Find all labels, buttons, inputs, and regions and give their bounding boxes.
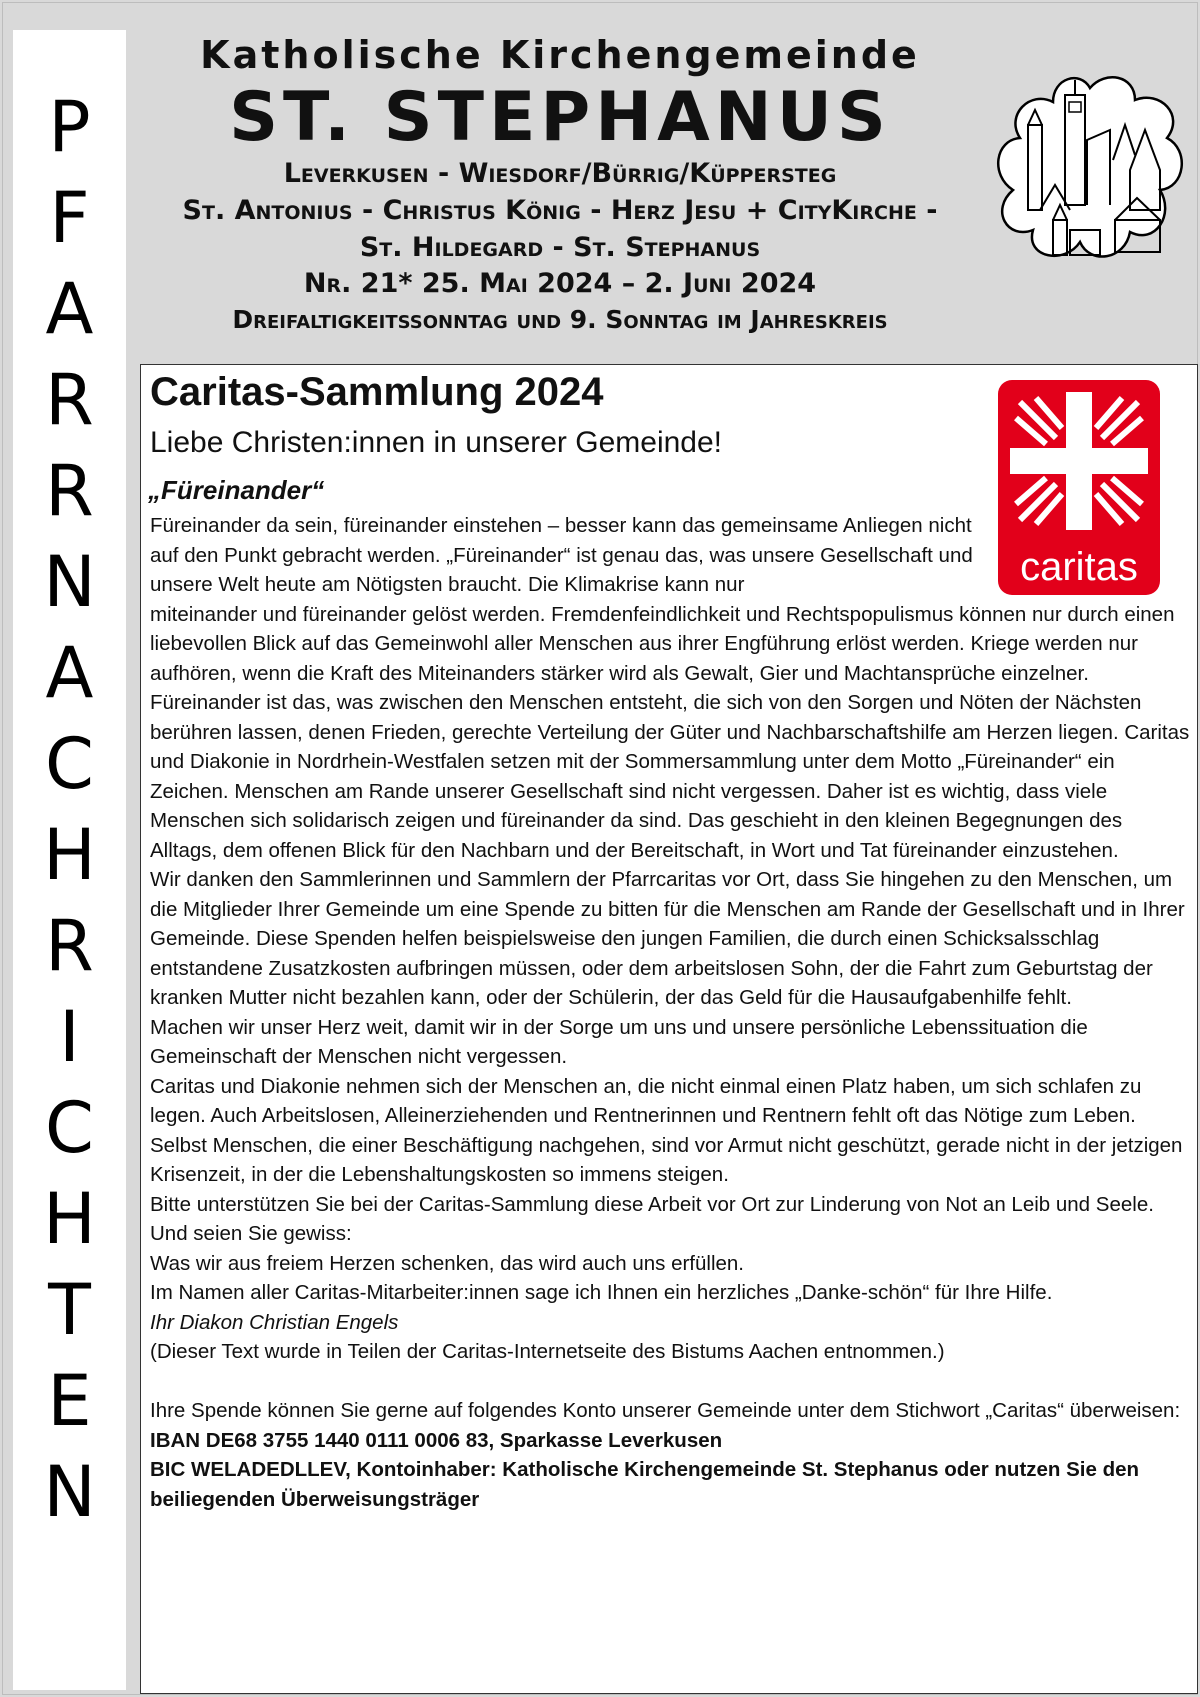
article-subtitle: Liebe Christen:innen in unserer Gemeinde! xyxy=(150,426,723,459)
spacer xyxy=(150,1367,1190,1397)
paragraph-7: Was wir aus freiem Herzen schenken, das wird auch uns erfüllen. xyxy=(150,1251,744,1275)
side-title-letter: R xyxy=(45,905,94,987)
paragraph-1a: Füreinander da sein, füreinander einstehen – besser kann das gemeinsame Anliegen nicht auf den Punkt gebracht werden. „Füreinander“ ist genau das, was unsere Gesellschaft und unsere Welt heute am Nötigsten braucht. Die Klimakrise kann nur xyxy=(150,514,973,596)
side-title-letter: C xyxy=(45,723,94,805)
parish-location-line: Leverkusen - Wiesdorf/Bürrig/Küppersteg xyxy=(283,158,837,189)
side-title-letter: A xyxy=(45,268,94,350)
donation-intro: Ihre Spende können Sie gerne auf folgendes Konto unserer Gemeinde unter dem Stichwort „Caritas“ überweisen: xyxy=(150,1399,1181,1422)
paragraph-5: Caritas und Diakonie nehmen sich der Menschen an, die nicht einmal einen Platz haben, um sich schlafen zu legen. Auch Arbeitslosen, Alleinerziehenden und Rentnerinnen und Rentnern fehlt oft das Nötige zum Leben. Selbst Menschen, die einer Beschäftigung nachgehen, sind vor Armut nicht geschützt, gerade nicht in der jetzigen Krisenzeit, in der die Lebenshaltungskosten so immens steigen. xyxy=(150,1074,1183,1186)
side-title-letter: T xyxy=(48,1269,91,1351)
iban-line: IBAN DE68 3755 1440 0111 0006 83, Sparkasse Leverkusen xyxy=(150,1428,723,1452)
side-title-letter: H xyxy=(43,1178,96,1260)
article-box xyxy=(140,364,1198,1694)
side-title-letter: E xyxy=(47,1360,92,1442)
parish-churches-line-2: St. Hildegard - St. Stephanus xyxy=(359,232,761,263)
article-body xyxy=(150,511,1190,1514)
parish-main-title: ST. STEPHANUS xyxy=(229,78,891,157)
header xyxy=(130,0,1200,364)
signature: Ihr Diakon Christian Engels xyxy=(150,1310,399,1334)
issue-number: Nr. 21* 25. Mai 2024 – 2. Juni 2024 xyxy=(303,268,817,299)
bic-line: BIC WELADEDLLEV, Kontoinhaber: Katholische Kirchengemeinde St. Stephanus oder nutzen Sie den beiliegenden Überweisungsträger xyxy=(150,1458,1140,1511)
parish-churches-line: St. Antonius - Christus König - Herz Jesu + CityKirche - xyxy=(182,195,938,226)
side-title-letter: I xyxy=(59,996,80,1078)
paragraph-2: Füreinander ist das, was zwischen den Menschen entsteht, die sich von den Sorgen und Nöten der Nächsten berühren lassen, denen Frieden, gerechte Verteilung der Güter und Nachbarschaftshilfe am Herzen liegen. Caritas und Diakonie in Nordrhein-Westfalen setzen mit der Sommersammlung unter dem Motto „Füreinander“ ein Zeichen. Menschen am Rande unserer Gesellschaft sind nicht vergessen. Daher ist es wichtig, dass viele Menschen sich solidarisch zeigen und füreinander da sind. Das geschieht in den kleinen Begegnungen des Alltags, dem offenen Blick für den Nachbarn und der Bereitschaft, in Wort und Tat füreinander einzustehen. xyxy=(150,691,1190,862)
paragraph-8: Im Namen aller Caritas-Mitarbeiter:innen sage ich Ihnen ein herzliches „Danke-schön“ für Ihre Hilfe. xyxy=(150,1281,1053,1304)
side-title-letter: R xyxy=(45,359,94,441)
side-title-letter: C xyxy=(45,1087,94,1169)
paragraph-3: Wir danken den Sammlerinnen und Sammlern der Pfarrcaritas vor Ort, dass Sie hingehen zu den Menschen, um die Mitglieder Ihrer Gemeinde um eine Spende zu bitten für die Menschen am Rande der Gesellschaft und in Ihrer Gemeinde. Diese Spenden helfen beispielsweise den jungen Familien, die durch einen Schicksalsschlag entstandene Zusatzkosten aufbringen müssen, oder dem arbeitslosen Sohn, der die Fahrt zum Geburtstag der kranken Mutter nicht bezahlen kann, oder der Schülerin, der das Geld für die Hausaufgabenhilfe fehlt. xyxy=(150,868,1185,1009)
side-title-letter: A xyxy=(45,632,94,714)
parish-pre-title: Katholische Kirchengemeinde xyxy=(200,33,920,77)
parish-churches-logo-icon xyxy=(995,70,1185,265)
source-note: (Dieser Text wurde in Teilen der Caritas-Internetseite des Bistums Aachen entnommen.) xyxy=(150,1340,945,1363)
side-title-letter: H xyxy=(43,814,96,896)
side-title-strip xyxy=(13,30,126,1690)
side-title-letter: N xyxy=(43,541,96,623)
side-title-letter: R xyxy=(45,450,94,532)
side-title-letter: N xyxy=(43,1451,96,1533)
article-title: Caritas-Sammlung 2024 xyxy=(150,370,604,414)
paragraph-6: Bitte unterstützen Sie bei der Caritas-Sammlung diese Arbeit vor Ort zur Linderung von Not an Leib und Seele. Und seien Sie gewiss: xyxy=(150,1192,1154,1245)
paragraph-1b: miteinander und füreinander gelöst werden. Fremdenfeindlichkeit und Rechtspopulismus können nur durch einen liebevollen Blick auf das Gemeinwohl aller Menschen aus ihrer Engführung erlöst werden. Kriege werden nur aufhören, wenn die Kraft des Miteinanders stärker wird als Gewalt, Gier und Machtansprüche einzelner. xyxy=(150,602,1175,685)
side-title-letter: F xyxy=(49,177,90,259)
paragraph-4: Machen wir unser Herz weit, damit wir in der Sorge um uns und unsere persönliche Lebenssituation die Gemeinschaft der Menschen nicht vergessen. xyxy=(150,1015,1088,1068)
article-quote: „Füreinander“ xyxy=(148,475,325,505)
liturgical-sundays: Dreifaltigkeitssonntag und 9. Sonntag im Jahreskreis xyxy=(232,305,888,334)
side-title-letter: P xyxy=(48,86,91,168)
caritas-wordmark: caritas xyxy=(1020,545,1138,589)
